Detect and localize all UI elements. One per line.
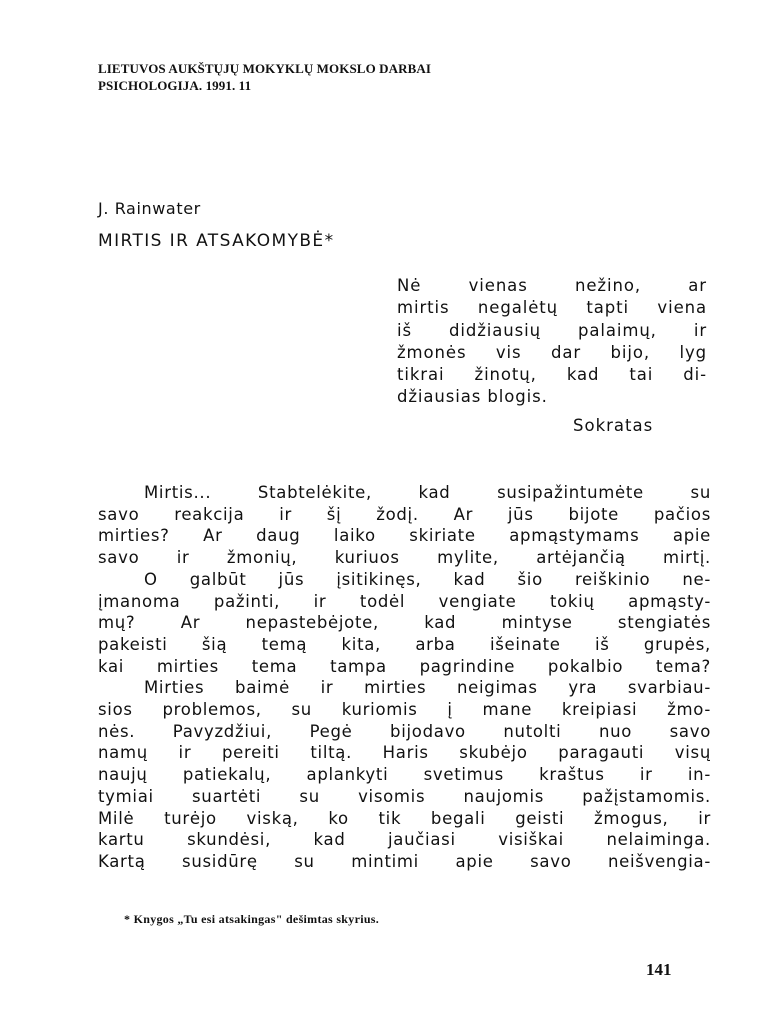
epigraph-line: mirtis negalėtų tapti viena <box>397 298 707 318</box>
body-line: kai mirties tema tampa pagrindine pokalbio tema? <box>98 656 711 676</box>
epigraph-line: džiausias blogis. <box>397 387 548 407</box>
body-line: Kartą susidūrę su mintimi apie savo neišvengia- <box>98 851 711 871</box>
body-line: pakeisti šią temą kita, arba išeinate iš grupės, <box>98 634 711 654</box>
epigraph-line: žmonės vis dar bijo, lyg <box>397 342 707 362</box>
body-line: namų ir pereiti tiltą. Haris skubėjo paragauti visų <box>98 743 711 763</box>
body-text <box>98 482 711 873</box>
journal-header <box>98 60 431 94</box>
body-line: mirties? Ar daug laiko skiriate apmąstymams apie <box>98 526 711 546</box>
body-line: mų? Ar nepastebėjote, kad mintyse stengiatės <box>98 613 711 633</box>
body-line: Mirtis... Stabtelėkite, kad susipažintumėte su <box>144 483 711 502</box>
body-line: įmanoma pažinti, ir todėl vengiate tokių apmąsty- <box>98 591 711 611</box>
body-line: Milė turėjo viską, ko tik begali geisti žmogus, ir <box>98 808 711 828</box>
footnote: * Knygos „Tu esi atsakingas" dešimtas skyrius. <box>124 912 380 926</box>
article-title: MIRTIS IR ATSAKOMYBĖ* <box>98 231 335 251</box>
body-line: kartu skundėsi, kad jaučiasi visiškai nelaiminga. <box>98 830 711 850</box>
body-line: naujų patiekalų, aplankyti svetimus kraštus ir in- <box>98 765 711 785</box>
body-line: O galbūt jūs įsitikinęs, kad šio reiškinio ne- <box>144 569 711 589</box>
journal-issue: PSICHOLOGIJA. 1991. 11 <box>98 78 252 93</box>
body-line: savo reakcija ir šį žodį. Ar jūs bijote pačios <box>98 504 711 524</box>
body-line: sios problemos, su kuriomis į mane kreipiasi žmo- <box>98 700 711 720</box>
article-author: J. Rainwater <box>98 199 201 218</box>
body-line: savo ir žmonių, kuriuos mylite, artėjančią mirtį. <box>98 548 711 568</box>
body-line: Mirties baimė ir mirties neigimas yra svarbiau- <box>144 678 711 698</box>
epigraph-line: tikrai žinotų, kad tai di- <box>397 365 707 385</box>
body-line: tymiai suartėti su visomis naujomis pažįstamomis. <box>98 786 711 806</box>
epigraph <box>397 275 707 409</box>
body-line: nės. Pavyzdžiui, Pegė bijodavo nutolti nuo savo <box>98 721 711 741</box>
epigraph-line: iš didžiausių palaimų, ir <box>397 320 707 340</box>
journal-title: LIETUVOS AUKŠTŲJŲ MOKYKLŲ MOKSLO DARBAI <box>98 61 432 76</box>
epigraph-line: Nė vienas nežino, ar <box>397 276 707 295</box>
epigraph-author: Sokratas <box>573 416 654 435</box>
page-number: 141 <box>646 960 672 979</box>
